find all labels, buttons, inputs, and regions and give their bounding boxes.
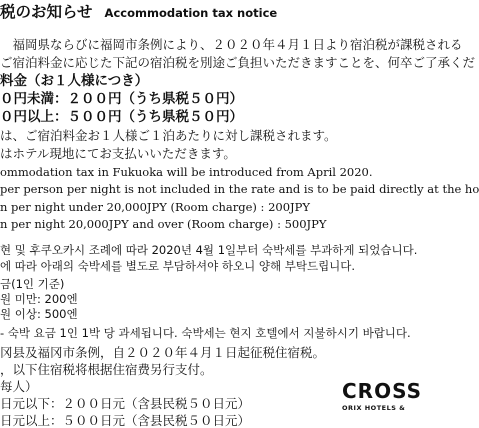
jp-intro-line-2: ご宿泊料金に応じた下記の宿泊税を別途ご負担いただきますことを、何卒ご了承くだ [0, 55, 476, 70]
en-line-1: ommodation tax in Fukuoka will be introduced from April 2020. [0, 165, 373, 179]
zh-heading: 每人） [0, 379, 38, 394]
ko-rate-1: 원 미만: 200엔 [0, 292, 78, 306]
title-jp: 税のお知らせ [0, 3, 93, 21]
ko-heading: 금(1인 기준) [0, 277, 65, 291]
en-rate-1: n per night under 20,000JPY (Room charge) : 200JPY [0, 200, 310, 214]
en-line-2: per person per night is not included in the rate and is to be paid directly at the ho [0, 182, 479, 196]
jp-intro-line-1: 福岡県ならびに福岡市条例により、２０２０年４月１日より宿泊税が課税される [0, 37, 463, 52]
logo-wordmark: CROSS [342, 379, 422, 403]
logo-subtitle: ORIX HOTELS & [342, 404, 406, 412]
zh-intro-line-1: 冈县及福冈市条例，自２０２０年４月１日起征税住宿税。 [0, 345, 326, 360]
notice-title [0, 5, 277, 21]
zh-rate-2: 日元以上：５００日元（含县民税５０日元） [0, 413, 251, 428]
jp-rate-1: ０円未満：２００円（うち県税５０円） [0, 91, 243, 107]
ko-intro-line-2: 에 따라 아래의 숙박세를 별도로 부담하셔야 하오니 양해 부탁드립니다. [0, 259, 356, 273]
en-rate-2: n per night 20,000JPY and over (Room charge) : 500JPY [0, 217, 327, 231]
jp-rate-heading: 料金（お１人様につき） [0, 73, 149, 89]
title-en: Accommodation tax notice [104, 6, 278, 20]
zh-intro-line-2: ，以下住宿税将根据住宿费另行支付。 [0, 362, 213, 377]
ko-intro-line-1: 현 및 후쿠오카시 조례에 따라 2020년 4월 1일부터 숙박세를 부과하게 되었습니다. [0, 243, 418, 257]
jp-note-1: は、ご宿泊料金お１人様ご１泊あたりに対し課税されます。 [0, 128, 337, 143]
ko-rate-2: 원 이상: 500엔 [0, 307, 78, 321]
hotel-logo [342, 381, 422, 412]
ko-note: - 숙박 요금 1인 1박 당 과세됩니다. 숙박세는 현지 호텔에서 지불하시기 바랍니다. [0, 326, 411, 340]
jp-rate-2: ０円以上：５００円（うち県税５０円） [0, 109, 243, 125]
jp-note-2: はホテル現地にてお支払いいただきます。 [0, 146, 236, 161]
zh-rate-1: 日元以下：２００日元（含县民税５０日元） [0, 396, 251, 411]
